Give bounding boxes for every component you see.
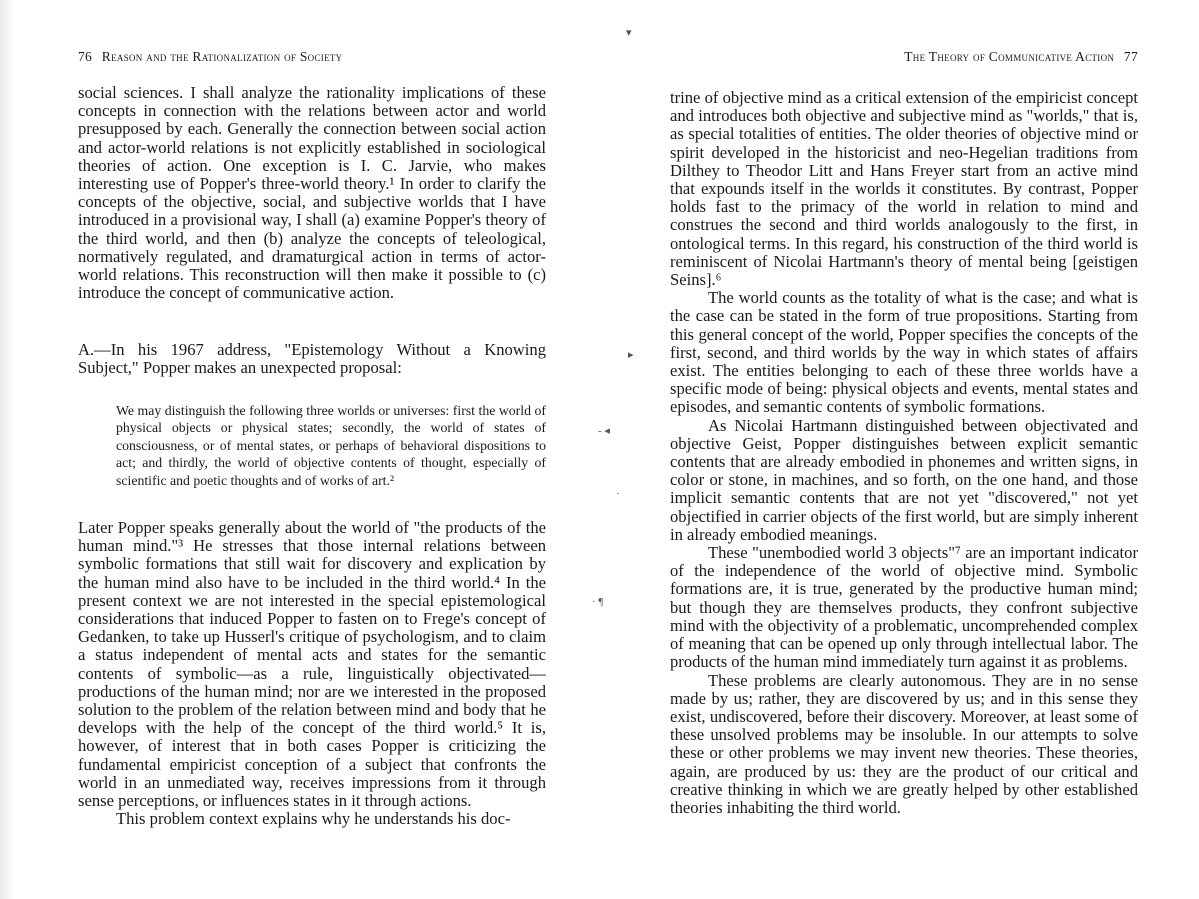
left-para-2-text: A.—In his 1967 address, "Epistemology Without a Knowing Subject," Popper makes an unexpected proposal:: [78, 340, 546, 378]
left-paragraph-3: [78, 519, 546, 828]
gutter-mark: ▾: [626, 27, 632, 39]
right-para-3-text: As Nicolai Hartmann distinguished between objectivated and objective Geist, Popper distinguishes between explicit semantic contents that are already embodied in phonemes and written signs, in color or stone, in machines, and so forth, on the one hand, and those implicit semantic contents that are not yet "discovered," not yet objectified in carrier objects of the first world, but are simply inherent in already embodied meanings.: [670, 415, 1138, 544]
right-para-5-text: These problems are clearly autonomous. They are in no sense made by us; rather, they are discovered by us; and in this sense they exist, undiscovered, before their discovery. Moreover, at least some of these unsolved problems may be insoluble. In our attempts to solve these or other problems we may invent new theories. These theories, again, are produced by us: they are the product of our critical and creative thinking in which we are greatly helped by other established theories inhabiting the third world.: [670, 670, 1138, 817]
left-para-3-text: Later Popper speaks generally about the world of "the products of the human mind."³ He stresses that those internal relations between symbolic formations that still wait for discovery and explication by the human mind also have to be included in the third world.⁴ In the present context we are not interested in the special epistemological considerations that induced Popper to fasten on to Frege's concept of Gedanken, to take up Husserl's critique of psychologism, and to claim a status independent of mental acts and states for the semantic contents of symbolic—as a rule, linguistically objectivated—productions of the human mind; nor are we interested in the proposed solution to the problem of the relation between mind and body that he develops with the help of the concept of the third world.⁵ It is, however, of interest that in both cases Popper is criticizing the fundamental empiricist conception of a subject that confronts the world in an unmediated way, receives impressions from it through sense perceptions, or influences states in it through actions.: [78, 518, 546, 811]
gutter-mark: ·: [616, 488, 620, 500]
right-para-1-text: trine of objective mind as a critical extension of the empiricist concept and introduces both objective and subjective mind as "worlds," that is, as special totalities of entities. The older theories of objective mind or spirit developed in the historicist and neo-Hegelian traditions from Dilthey to Theodor Litt and Hans Freyer start from an active mind that expounds itself in the worlds it constitutes. By contrast, Popper holds fast to the primacy of the world in relation to mind and construes the second and third worlds analogously to the first, in ontological terms. In this regard, his construction of the third world is reminiscent of Nicolai Hartmann's theory of mental being [geistigen Seins].⁶: [670, 88, 1138, 290]
right-running-title: The Theory of Communicative Action: [904, 49, 1115, 64]
left-page-number: 76: [78, 49, 93, 64]
right-body-text: [670, 89, 1138, 817]
left-para-4-text: This problem context explains why he understands his doc-: [116, 809, 511, 829]
block-quote: [116, 402, 546, 489]
left-para-1-text: social sciences. I shall analyze the rationality implications of these concepts in connection with the relations between actor and world presupposed by each. Generally the connection between social action and actor-world relations is not explicitly established in sociological theories of action. One exception is I. C. Jarvie, who makes interesting use of Popper's three-world theory.¹ In order to clarify the concepts of the objective, social, and subjective worlds that I have introduced in a provisional way, I shall (a) examine Popper's theory of the third world, and then (b) analyze the concepts of teleological, normatively regulated, and dramaturgical action in terms of actor-world relations. This reconstruction will then make it possible to (c) introduce the concept of communicative action.: [78, 83, 546, 303]
right-para-2-text: The world counts as the totality of what is the case; and what is the case can be stated in the form of true propositions. Starting from this general concept of the world, Popper specifies the concepts of the first, second, and third worlds by the way in which states of affairs exist. The entities belonging to each of these three worlds have a specific mode of being: physical objects and events, mental states and episodes, and semantic contents of symbolic formations.: [670, 288, 1138, 417]
left-paragraph-2: [78, 341, 546, 377]
gutter-mark: ▸: [628, 349, 634, 361]
right-para-4-text: These "unembodied world 3 objects"⁷ are an important indicator of the independence of the world of objective mind. Symbolic formations are, it is true, generated by the productive human mind; but though they are themselves products, they confront subjective mind with the objectivity of a problematic, uncomprehended complex of meaning that can be opened up only through intellectual labor. The products of the human mind immediately turn against it as problems.: [670, 543, 1138, 672]
right-page-number: 77: [1123, 49, 1138, 64]
scan-edge-shadow: [0, 0, 14, 899]
left-paragraph-1: [78, 84, 546, 302]
right-running-head: [904, 49, 1138, 65]
left-running-title: Reason and the Rationalization of Society: [101, 49, 343, 64]
gutter-mark: - ◂: [598, 425, 610, 437]
gutter-mark: · ¶: [592, 596, 604, 608]
left-running-head: [78, 49, 342, 65]
block-quote-text: We may distinguish the following three worlds or universes: first the world of physical objects or physical states; secondly, the world of states of consciousness, or of mental states, or perhaps of behavioral dispositions to act; and thirdly, the world of objective contents of thought, especially of scientific and poetic thoughts and of works of art.²: [116, 403, 546, 488]
